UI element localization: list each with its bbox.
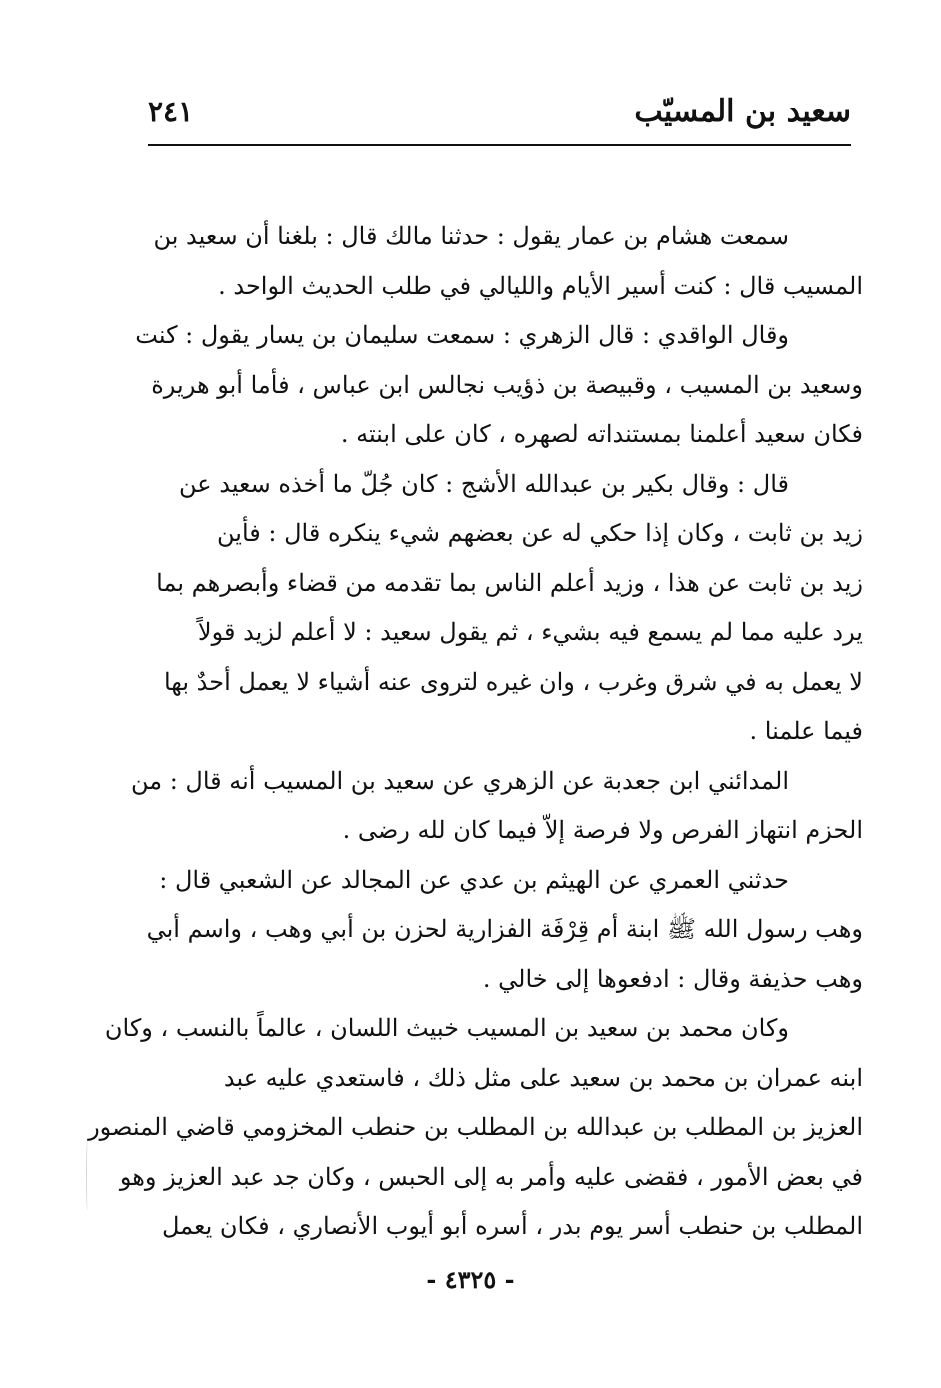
text-line: وقال الواقدي : قال الزهري : سمعت سليمان بن يسار يقول : كنت — [135, 321, 789, 349]
running-title: سعيد بن المسيّب — [634, 94, 851, 129]
text-line: وسعيد بن المسيب ، وقبيصة بن ذؤيب نجالس ابن عباس ، فأما أبو هريرة — [151, 370, 863, 399]
text-line: وهب رسول الله ﷺ ابنة أم قِرْفَة الفزارية لحزن بن أبي وهب ، واسم أبي — [146, 915, 863, 943]
text-line: فيما علمنا . — [749, 717, 863, 745]
text-line: حدثني العمري عن الهيثم بن عدي عن المجالد عن الشعبي قال : — [159, 865, 789, 894]
text-line: زيد بن ثابت ، وكان إذا حكي له عن بعضهم شيء ينكره قال : فأين — [217, 519, 863, 547]
text-line: الحزم انتهاز الفرص ولا فرصة إلاّ فيما كان لله رضى . — [342, 816, 863, 844]
text-line: سمعت هشام بن عمار يقول : حدثنا مالك قال : بلغنا أن سعيد بن — [153, 222, 789, 250]
text-line: زيد بن ثابت عن هذا ، وزيد أعلم الناس بما تقدمه من قضاء وأبصرهم بما — [156, 568, 863, 597]
footer-page-number: - ٤٣٢٥ - — [426, 1265, 515, 1294]
text-line: العزيز بن المطلب بن عبدالله بن المطلب بن حنطب المخزومي قاضي المنصور — [88, 1113, 863, 1141]
text-line: في بعض الأمور ، فقضى عليه وأمر به إلى الحبس ، وكان جد عبد العزيز وهو — [119, 1162, 863, 1191]
text-line: وكان محمد بن سعيد بن المسيب خبيث اللسان ، عالماً بالنسب ، وكان — [104, 1014, 789, 1042]
header-page-number: ٢٤١ — [148, 95, 194, 128]
scan-margin-mark — [86, 1140, 89, 1210]
text-line: المطلب بن حنطب أسر يوم بدر ، أسره أبو أيوب الأنصاري ، فكان يعمل — [161, 1212, 863, 1240]
page-body — [88, 212, 863, 1252]
text-line: المدائني ابن جعدبة عن الزهري عن سعيد بن المسيب أنه قال : من — [130, 766, 789, 795]
text-line: فكان سعيد أعلمنا بمستنداته لصهره ، كان على ابنته . — [340, 420, 863, 448]
text-line: ابنه عمران بن محمد بن سعيد على مثل ذلك ، فاستعدي عليه عبد — [223, 1063, 863, 1092]
text-line: قال : وقال بكير بن عبدالله الأشج : كان جُلّ ما أخذه سعيد عن — [179, 469, 789, 498]
text-line: المسيب قال : كنت أسير الأيام والليالي في طلب الحديث الواحد . — [218, 271, 863, 300]
text-line: يرد عليه مما لم يسمع فيه بشيء ، ثم يقول سعيد : لا أعلم لزيد قولاً — [197, 618, 863, 646]
text-line: لا يعمل به في شرق وغرب ، وان غيره لتروى عنه أشياء لا يعمل أحدٌ بها — [163, 667, 863, 696]
text-line: وهب حذيفة وقال : ادفعوها إلى خالي . — [482, 964, 863, 993]
page-header — [148, 88, 851, 146]
